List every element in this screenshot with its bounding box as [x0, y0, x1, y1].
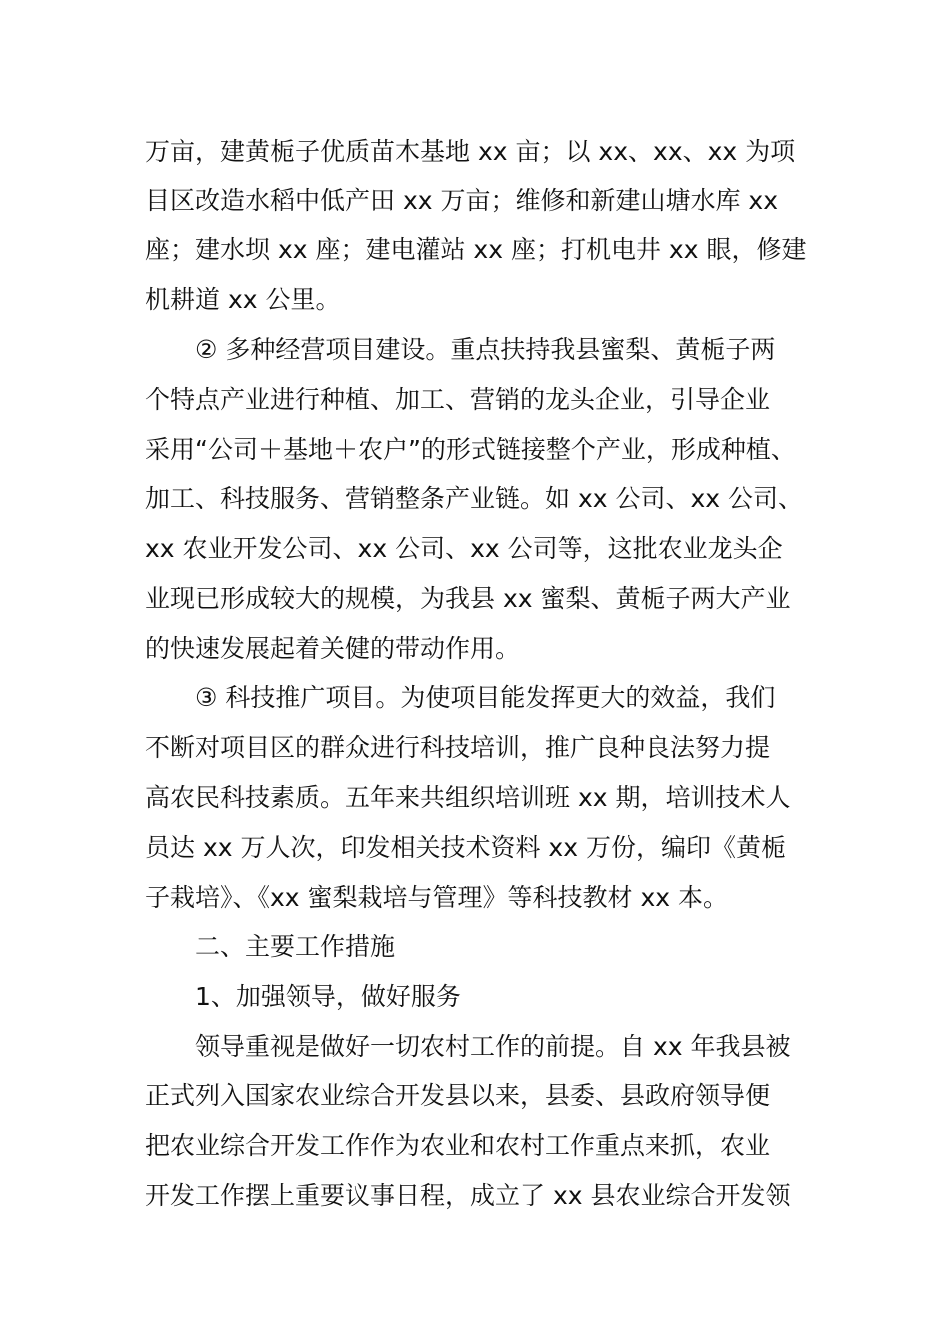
text-line: 领导重视是做好一切农村工作的前提。自 xx 年我县被	[195, 1032, 791, 1061]
text-line: ③ 科技推广项目。为使项目能发挥更大的效益，我们	[195, 683, 776, 712]
text-line: 目区改造水稻中低产田 xx 万亩；维修和新建山塘水库 xx	[145, 186, 779, 215]
text-line: 开发工作摆上重要议事日程，成立了 xx 县农业综合开发领	[145, 1181, 791, 1210]
text-line: 的快速发展起着关健的带动作用。	[145, 634, 521, 663]
text-line: 万亩，建黄栀子优质苗木基地 xx 亩；以 xx、xx、xx 为项	[145, 137, 796, 166]
text-line: 个特点产业进行种植、加工、营销的龙头企业，引导企业	[145, 385, 771, 414]
text-line: 采用“公司＋基地＋农户”的形式链接整个产业，形成种植、	[145, 435, 796, 464]
text-line: 把农业综合开发工作作为农业和农村工作重点来抓，农业	[145, 1131, 771, 1160]
text-line: 座；建水坝 xx 座；建电灌站 xx 座；打机电井 xx 眼，修建	[145, 235, 807, 264]
text-line: 员达 xx 万人次，印发相关技术资料 xx 万份，编印《黄栀	[145, 833, 786, 862]
text-line: xx 农业开发公司、xx 公司、xx 公司等，这批农业龙头企	[145, 534, 783, 563]
text-line: 子栽培》、《xx 蜜梨栽培与管理》等科技教材 xx 本。	[145, 883, 729, 912]
text-line: 高农民科技素质。五年来共组织培训班 xx 期，培训技术人	[145, 783, 791, 812]
text-line: 加工、科技服务、营销整条产业链。如 xx 公司、xx 公司、	[145, 484, 804, 513]
section-heading: 二、主要工作措施	[195, 932, 396, 961]
text-line: 正式列入国家农业综合开发县以来，县委、县政府领导便	[145, 1081, 771, 1110]
text-line: 机耕道 xx 公里。	[145, 285, 341, 314]
text-line: 业现已形成较大的规模，为我县 xx 蜜梨、黄栀子两大产业	[145, 584, 791, 613]
text-line: 不断对项目区的群众进行科技培训，推广良种良法努力提	[145, 733, 771, 762]
text-line: ② 多种经营项目建设。重点扶持我县蜜梨、黄栀子两	[195, 335, 776, 364]
subsection-heading: 1、加强领导，做好服务	[195, 982, 461, 1011]
